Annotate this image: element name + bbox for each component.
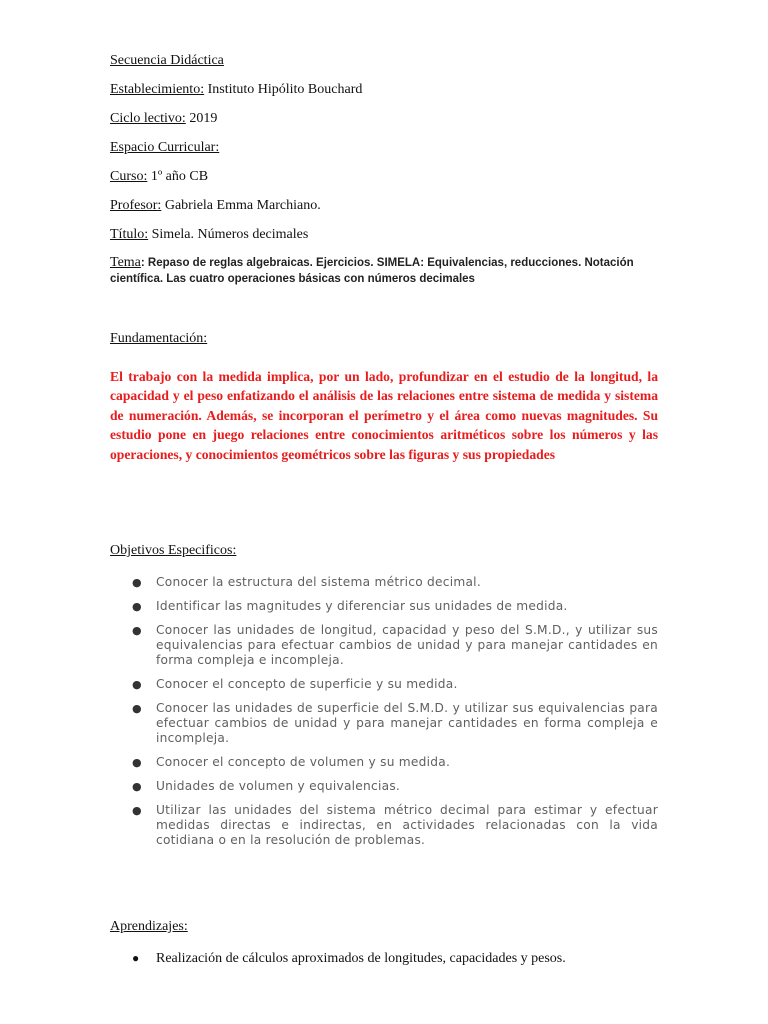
- objetivo-text: Conocer las unidades de superficie del S.M.D. y utilizar sus equivalencias para efectuar cambios de unidad y para manejar cantidades en forma compleja e incompleja.: [156, 701, 658, 745]
- establecimiento-label: Establecimiento:: [110, 82, 205, 97]
- objetivo-item: [110, 623, 658, 668]
- objetivo-text: Conocer la estructura del sistema métrico decimal.: [156, 575, 481, 589]
- curso-line: [110, 168, 208, 185]
- objetivo-text: Conocer las unidades de longitud, capacidad y peso del S.M.D., y utilizar sus equivalencias para efectuar cambios de unidad y para manejar cantidades en forma compleja e incompleja.: [156, 623, 658, 667]
- objetivo-text: Identificar las magnitudes y diferenciar sus unidades de medida.: [156, 599, 568, 613]
- objetivo-item: [110, 803, 658, 848]
- ciclo-value: 2019: [185, 111, 218, 126]
- objetivo-item: [110, 677, 658, 692]
- titulo-value: Simela. Números decimales: [148, 227, 309, 242]
- bullet-icon: ●: [132, 804, 142, 817]
- objetivo-item: [110, 755, 658, 770]
- ciclo-line: [110, 110, 217, 127]
- fundamentacion-text: El trabajo con la medida implica, por un lado, profundizar en el estudio de la longitud, la capacidad y el peso enfatizando el análisis de las relaciones entre sistema de medida y sistema de numeración. Además, se incorporan el perímetro y el área como nuevas magnitudes. Su estudio pone en juego relaciones entre conocimientos aritméticos sobre los números y las operaciones, y conocimientos geométricos sobre las figuras y sus propiedades: [110, 369, 658, 462]
- curso-value: 1º año CB: [147, 169, 209, 184]
- espacio-line: [110, 139, 219, 156]
- ciclo-label: Ciclo lectivo:: [110, 111, 186, 126]
- objetivo-text: Conocer el concepto de superficie y su medida.: [156, 677, 458, 691]
- objetivos-heading: Objetivos Especificos:: [110, 543, 237, 558]
- titulo-label: Título:: [110, 227, 149, 242]
- aprendizaje-text: Realización de cálculos aproximados de longitudes, capacidades y pesos.: [156, 951, 566, 966]
- tema-block: [110, 255, 670, 287]
- fundamentacion-heading: Fundamentación:: [110, 331, 208, 346]
- document-title: Secuencia Didáctica: [110, 53, 224, 68]
- profesor-value: Gabriela Emma Marchiano.: [161, 198, 321, 213]
- profesor-label: Profesor:: [110, 198, 162, 213]
- objetivos-list: [110, 575, 658, 857]
- tema-label: Tema: [110, 255, 141, 270]
- profesor-line: [110, 197, 321, 214]
- tema-value: : Repaso de reglas algebraicas. Ejercicios. SIMELA: Equivalencias, reducciones. Notación científica. Las cuatro operaciones básicas con números decimales: [110, 257, 634, 285]
- titulo-line: [110, 226, 308, 243]
- objetivo-item: [110, 599, 658, 614]
- objetivo-text: Utilizar las unidades del sistema métrico decimal para estimar y efectuar medidas directas e indirectas, en actividades relacionadas con la vida cotidiana o en la resolución de problemas.: [156, 803, 658, 847]
- bullet-icon: ●: [132, 600, 142, 613]
- objetivo-text: Conocer el concepto de volumen y su medida.: [156, 755, 451, 769]
- establecimiento-value: Instituto Hipólito Bouchard: [204, 82, 363, 97]
- objetivo-item: [110, 575, 658, 590]
- establecimiento-line: [110, 81, 362, 98]
- bullet-icon: ●: [132, 624, 142, 637]
- bullet-icon: ●: [132, 780, 142, 793]
- objetivo-item: [110, 779, 658, 794]
- bullet-icon: ●: [132, 756, 142, 769]
- objetivo-text: Unidades de volumen y equivalencias.: [156, 779, 401, 793]
- bullet-icon: ●: [132, 951, 140, 965]
- bullet-icon: ●: [132, 576, 142, 589]
- bullet-icon: ●: [132, 702, 142, 715]
- espacio-label: Espacio Curricular:: [110, 140, 220, 155]
- aprendizajes-heading: Aprendizajes:: [110, 919, 188, 934]
- curso-label: Curso:: [110, 169, 148, 184]
- objetivo-item: [110, 701, 658, 746]
- bullet-icon: ●: [132, 678, 142, 691]
